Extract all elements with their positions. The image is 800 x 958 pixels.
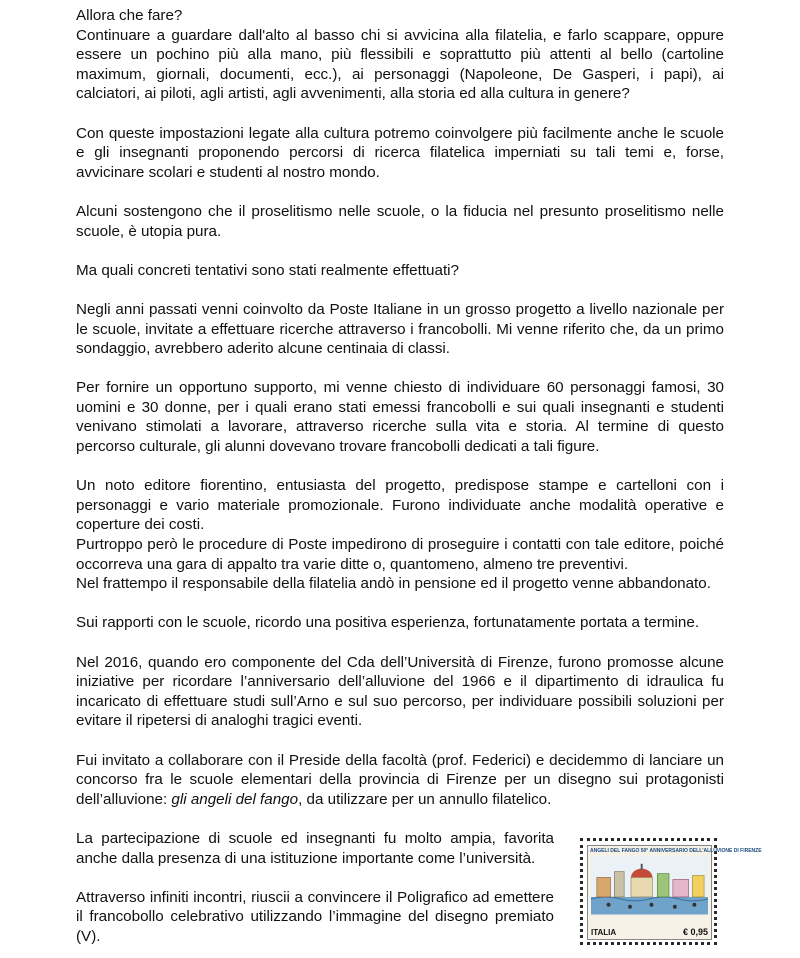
stamp-header: ANGELI DEL FANGO 50° ANNIVERSARIO DELL'ALLUVIONE DI FIRENZE	[590, 848, 762, 854]
paragraph-3: Alcuni sostengono che il proselitismo nelle scuole, o la fiducia nel presunto proselitismo nelle scuole, è utopia pura.	[76, 202, 724, 240]
paragraph-2: Con queste impostazioni legate alla cultura potremo coinvolgere più facilmente anche le scuole e gli insegnanti proponendo percorsi di ricerca filatelica imperniati su tali temi e, forse, avvicinare scolari e studenti al nostro mondo.	[76, 124, 724, 181]
stamp-value: € 0,95	[682, 927, 708, 937]
paragraph-9: Nel 2016, quando ero componente del Cda dell’Università di Firenze, furono promosse alcune iniziative per ricordare l’anniversario dell’alluvione del 1966 e il dipartimento di idraulica fu incaricato di effettuare studi sull’Arno e sul suo percorso, per individuare possibili soluzioni per evitare il ripetersi di analoghi tragici eventi.	[76, 653, 724, 730]
paragraph-10	[76, 751, 724, 810]
paragraph-12: Attraverso infiniti incontri, riuscii a convincere il Poligrafico ad emettere il francobollo celebrativo utilizzando l’immagine del disegno premiato (V).	[76, 888, 554, 945]
paragraph-6: Per fornire un opportuno supporto, mi venne chiesto di individuare 60 personaggi famosi, 30 uomini e 30 donne, per i quali erano stati emessi francobolli e sui quali insegnanti e studenti venivano stimolati a lavorare, attraverso ricerche sulla vita e storia. Al termine di questo percorso culturale, gli alunni dovevano trovare francobolli dedicati a tali figure.	[76, 379, 724, 456]
paragraph-7-line-2: Purtroppo però le procedure di Poste impedirono di proseguire i contatti con tale editore, poiché occorreva una gara di appalto tra varie ditte o, quantomeno, almeno tre preventivi.	[76, 536, 724, 573]
paragraph-1-heading: Allora che fare?	[76, 7, 183, 24]
stamp-frame	[580, 838, 762, 945]
stamp-image	[580, 838, 762, 945]
paragraph-10-after: , da utilizzare per un annullo filatelico.	[298, 790, 552, 808]
paragraph-1-text: Continuare a guardare dall'alto al basso chi si avvicina alla filatelia, e farlo scappare, oppure essere un pochino più alla mano, più flessibili e soprattutto più attenti al bello (cartoline maximum, giornali, documenti, ecc.), ai personaggi (Napoleone, De Gasperi, i papi), ai calciatori, ai piloti, agli artisti, agli avvenimenti, alla storia ed alla cultura in genere?	[76, 26, 724, 103]
stamp-drawing	[591, 856, 708, 915]
paragraph-7-line-3: Nel frattempo il responsabile della filatelia andò in pensione ed il progetto venne abbandonato.	[76, 575, 711, 593]
document-body	[76, 6, 762, 947]
stamp-country: ITALIA	[591, 928, 617, 937]
paragraph-4: Ma quali concreti tentativi sono stati realmente effettuati?	[76, 261, 459, 279]
paragraph-5: Negli anni passati venni coinvolto da Poste Italiane in un grosso progetto a livello nazionale per le scuole, invitate a effettuare ricerche attraverso i francobolli. Mi venne riferito che, da un primo sondaggio, avrebbero aderito alcune centinaia di classi.	[76, 300, 724, 358]
paragraph-7	[76, 476, 724, 594]
paragraph-10-italic: gli angeli del fango	[171, 790, 299, 808]
paragraph-11: La partecipazione di scuole ed insegnanti fu molto ampia, favorita anche dalla presenza di una istituzione importante come l’università.	[76, 829, 554, 867]
paragraph-1	[76, 6, 724, 104]
paragraph-10-before: Fui invitato a collaborare con il Preside della facoltà (prof. Federici) e decidemmo di lanciare un concorso fra le scuole elementari della provincia di Firenze per un disegno sui protagonisti dell’alluvione:	[76, 751, 724, 808]
paragraph-7-line-1: Un noto editore fiorentino, entusiasta del progetto, predispose stampe e cartelloni con i personaggi e vario materiale promozionale. Furono individuate anche modalità operative e coperture dei costi.	[76, 477, 724, 534]
paragraph-8: Sui rapporti con le scuole, ricordo una positiva esperienza, fortunatamente portata a termine.	[76, 614, 700, 632]
